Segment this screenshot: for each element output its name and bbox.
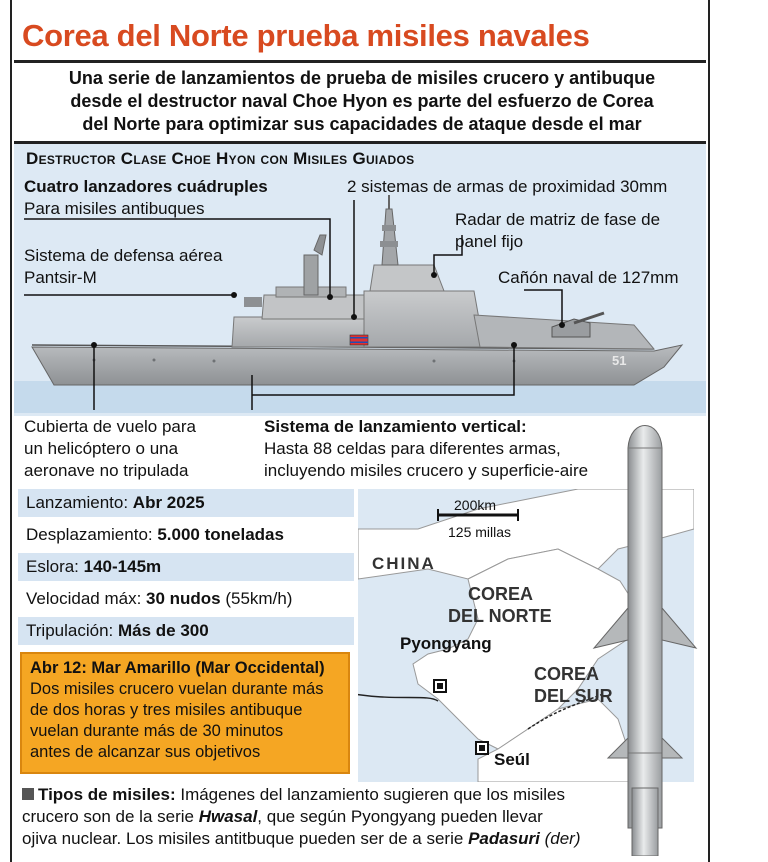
subtitle-line: Una serie de lanzamientos de prueba de misiles crucero y antibuque: [68, 68, 656, 88]
map-label-south-1: COREA: [534, 664, 600, 684]
launchers-title: Cuatro lanzadores cuádruples: [24, 177, 268, 196]
stat-label: Lanzamiento:: [26, 493, 133, 512]
radar-label-2: panel fijo: [455, 232, 524, 251]
map-label-north-1: COREA: [468, 584, 534, 604]
callout-line: vuelan durante más de 30 minutos: [30, 722, 284, 740]
missile-wing-left: [594, 608, 628, 648]
vls-title: Sistema de lanzamiento vertical:: [264, 417, 527, 436]
event-callout: [20, 652, 350, 774]
callout-line: Dos misiles crucero vuelan durante más: [30, 680, 324, 698]
pantsir-label-1: Sistema de defensa aérea: [24, 246, 223, 265]
stat-label: Tripulación:: [26, 621, 118, 640]
map-label-china: CHINA: [372, 554, 436, 573]
map-label-north-2: DEL NORTE: [448, 606, 552, 626]
missile-text: , que según Pyongyang pueden llevar: [257, 807, 543, 826]
missile-line-2: [22, 806, 672, 828]
pantsir-label-2: Pantsir-M: [24, 268, 97, 287]
map-label-south-2: DEL SUR: [534, 686, 613, 706]
stat-value: 140-145m: [83, 557, 162, 576]
missile-body: [628, 426, 662, 829]
stat-label: Desplazamiento:: [26, 525, 158, 544]
map-label-seoul: Seúl: [494, 750, 530, 769]
missile-text: (der): [539, 829, 581, 848]
radar-label-1: Radar de matriz de fase de: [455, 210, 661, 229]
gun-label: Cañón naval de 127mm: [498, 268, 679, 287]
launchers-sub: Para misiles antibuques: [24, 199, 205, 218]
missile-text: crucero son de la serie: [22, 807, 199, 826]
stat-extra: (55km/h): [220, 589, 293, 608]
stat-row-length: [18, 553, 354, 581]
missile-series-padasuri: Padasuri: [468, 829, 540, 848]
ship-heading: Destructor Clase Choe Hyon con Misiles Guiados: [26, 149, 415, 168]
stat-value: 5.000 toneladas: [157, 525, 284, 544]
title-divider: [14, 60, 706, 63]
stat-label: Eslora:: [26, 557, 84, 576]
hull-number: 51: [612, 353, 627, 368]
stat-value: 30 nudos: [146, 589, 221, 608]
stat-value: Abr 2025: [132, 493, 205, 512]
missile-line-1: [22, 784, 672, 806]
vls-line-2: incluyendo misiles crucero y superficie-aire: [264, 461, 589, 480]
scale-mi: 125 millas: [448, 524, 512, 540]
map-label-pyongyang: Pyongyang: [400, 634, 492, 653]
square-bullet-icon: [22, 788, 34, 800]
subtitle-line: desde el destructor naval Choe Hyon es parte del esfuerzo de Corea: [70, 91, 654, 111]
page-title: Corea del Norte prueba misiles navales: [22, 18, 590, 53]
missile-types: [22, 784, 672, 850]
missile-line-3: [22, 828, 672, 850]
missile-wing-right: [662, 608, 696, 648]
callout-line: antes de alcanzar sus objetivos: [30, 743, 261, 761]
leader-line: [358, 694, 438, 701]
missile-text: Imágenes del lanzamiento sugieren que los misiles: [175, 785, 565, 804]
callout-title: Abr 12: Mar Amarillo (Mar Occidental): [30, 659, 325, 677]
ship-illustration: [14, 195, 706, 410]
callout-line: de dos horas y tres misiles antibuque: [30, 701, 303, 719]
stat-value: Más de 300: [117, 621, 209, 640]
subtitle: [22, 67, 702, 136]
subtitle-line: del Norte para optimizar sus capacidades de ataque desde el mar: [82, 114, 642, 134]
hull: [32, 345, 682, 385]
deck-label-1: Cubierta de vuelo para: [24, 417, 197, 436]
missile-series-hwasal: Hwasal: [198, 807, 258, 826]
deck-label-2: un helicóptero o una: [24, 439, 179, 458]
stat-row-displacement: [18, 521, 354, 549]
ciws-label: 2 sistemas de armas de proximidad 30mm: [347, 177, 668, 196]
stat-row-launch: [18, 489, 354, 517]
stat-label: Velocidad máx:: [26, 589, 147, 608]
stat-row-crew: [18, 617, 354, 645]
deck-label-3: aeronave no tripulada: [24, 461, 189, 480]
missile-text: ojiva nuclear. Los misiles antitbuque pueden ser de a serie: [22, 829, 469, 848]
scale-km: 200km: [454, 497, 497, 513]
stat-row-speed: [18, 585, 354, 613]
missile-label: Tipos de misiles:: [38, 785, 176, 804]
vls-line-1: Hasta 88 celdas para diferentes armas,: [264, 439, 561, 458]
